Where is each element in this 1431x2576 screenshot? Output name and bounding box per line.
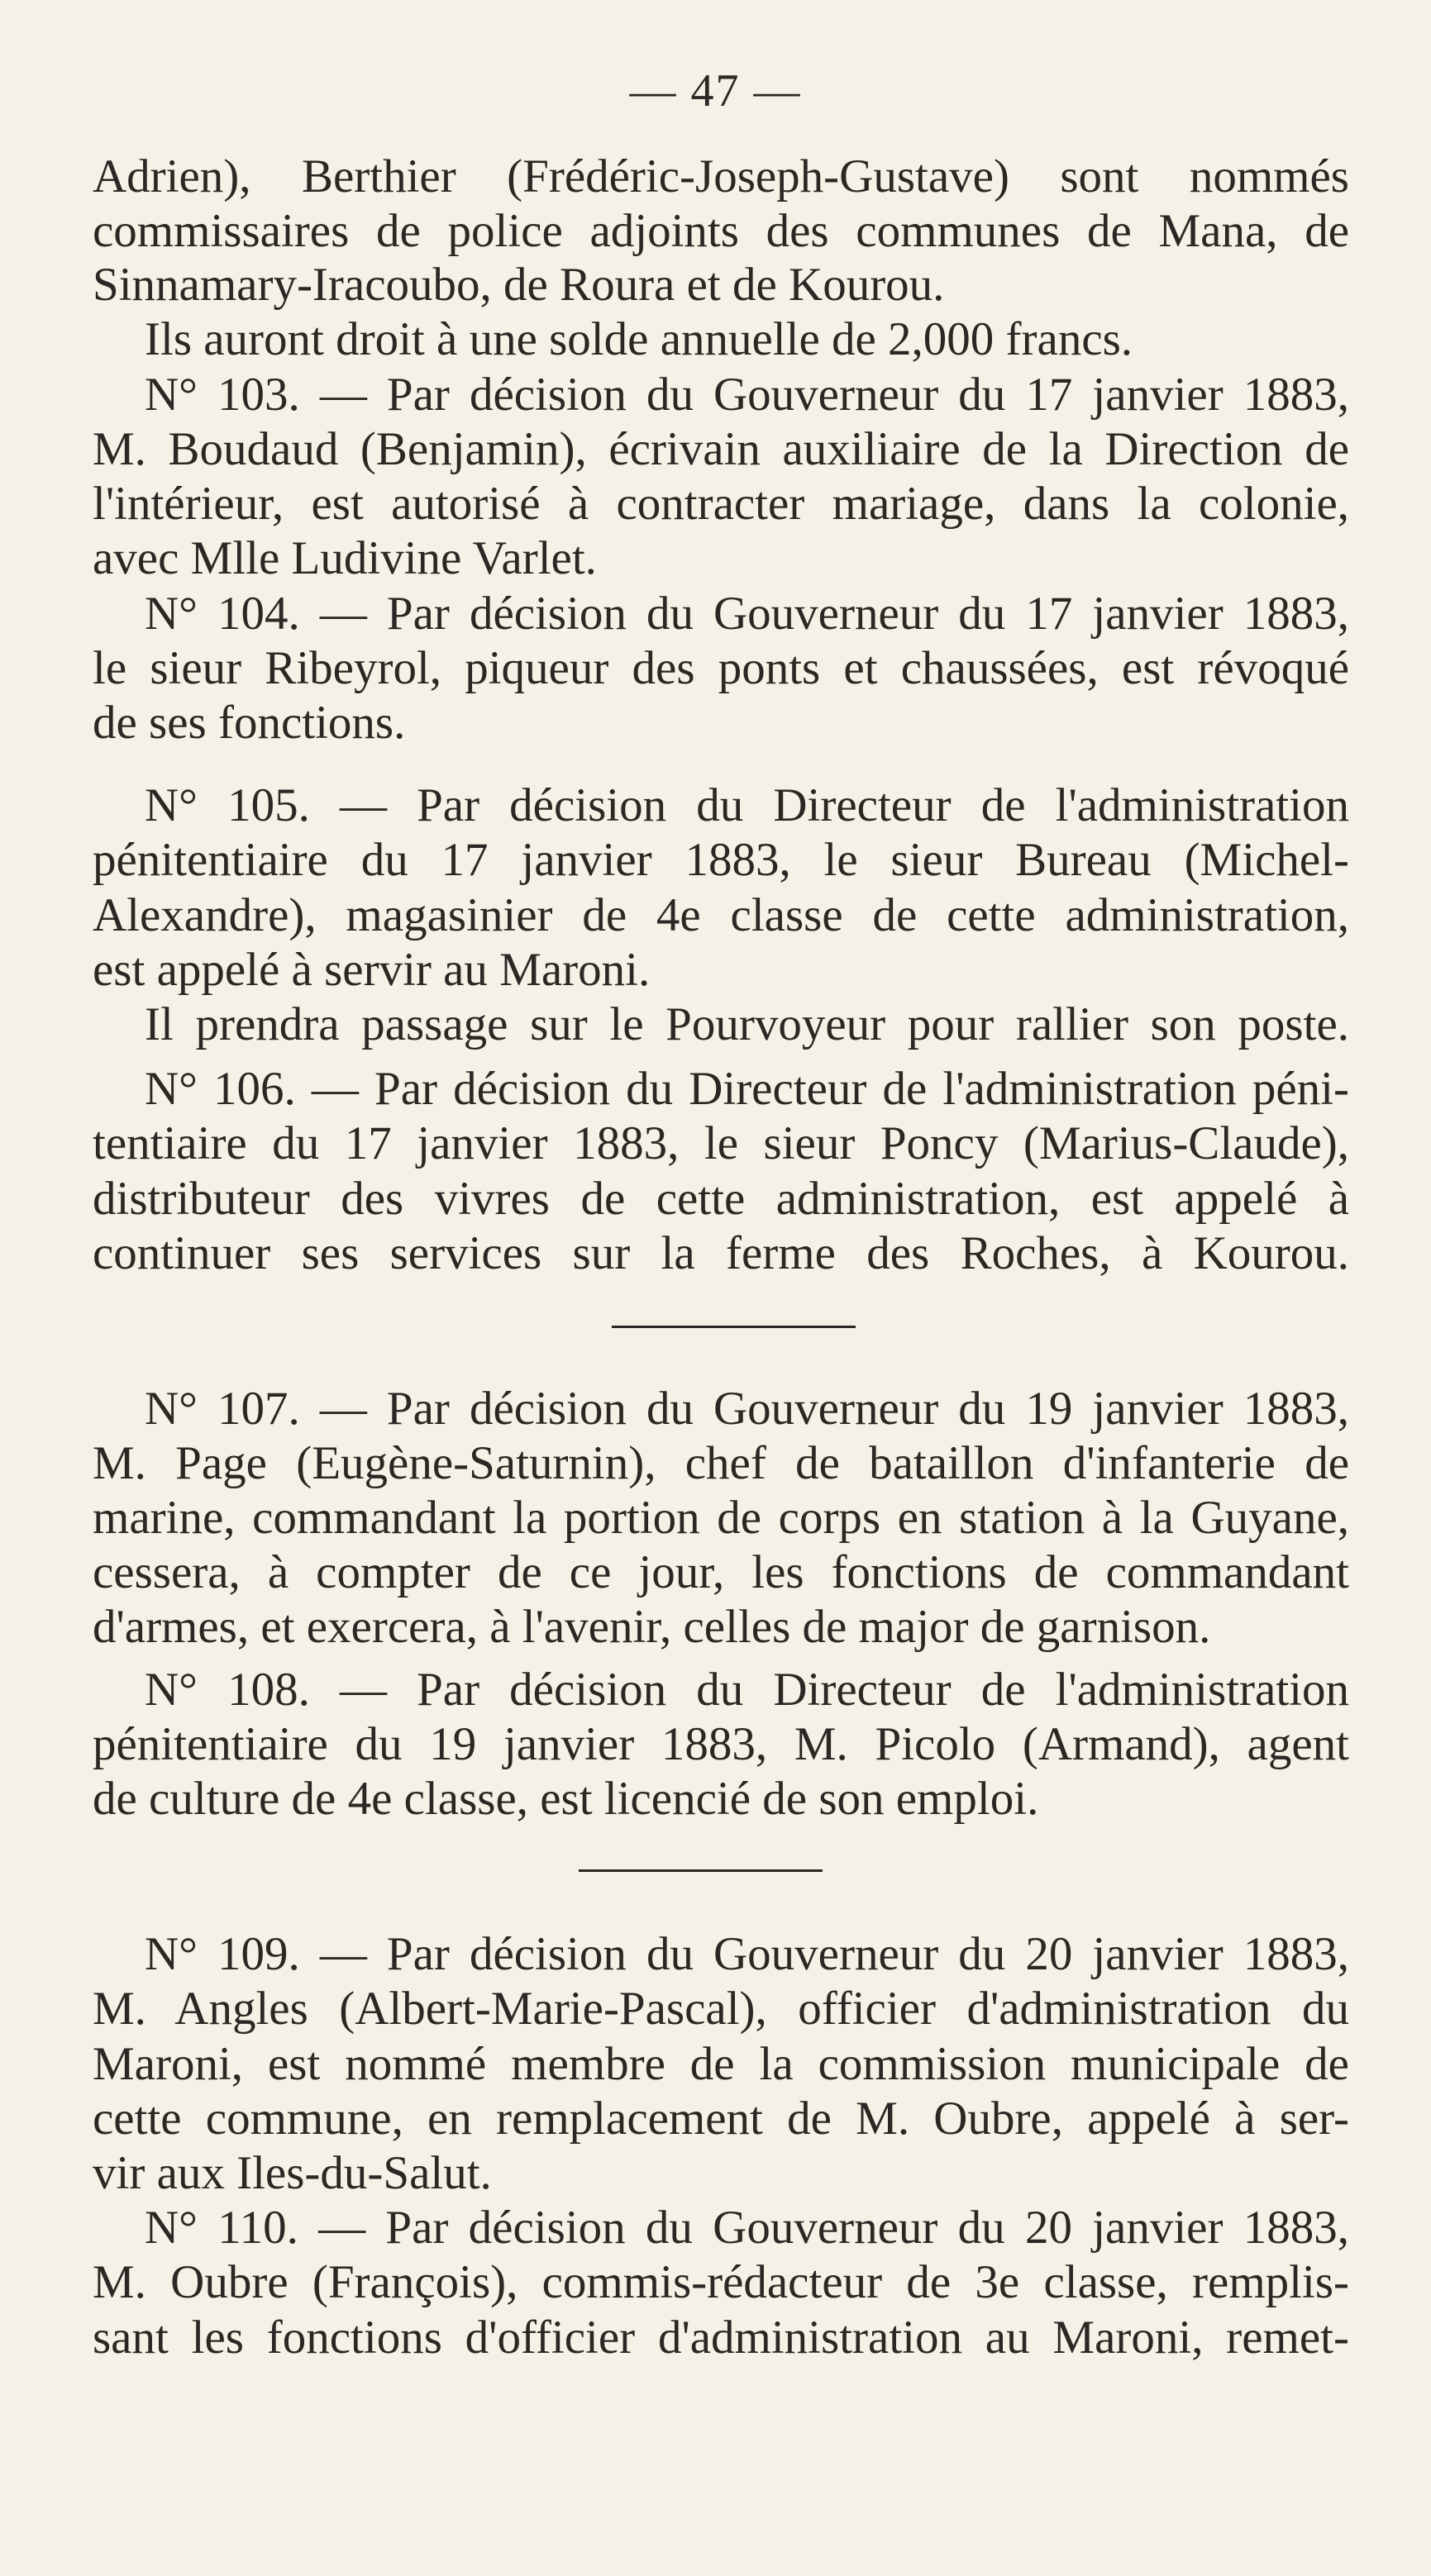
text-line: Maroni, est nommé membre de la commission municipale de: [93, 2038, 1349, 2090]
text-line: N° 108. — Par décision du Directeur de l'administration: [145, 1664, 1349, 1716]
text-line: Sinnamary-Iracoubo, de Roura et de Kourou.: [93, 259, 945, 311]
text-line: cessera, à compter de ce jour, les fonctions de commandant: [93, 1546, 1349, 1598]
text-line: Alexandre), magasinier de 4e classe de cette administration,: [93, 889, 1349, 941]
text-line: vir aux Iles-du-Salut.: [93, 2147, 492, 2199]
text-line: pénitentiaire du 19 janvier 1883, M. Picolo (Armand), agent: [93, 1718, 1349, 1770]
text-line: M. Oubre (François), commis-rédacteur de 3e classe, remplis-: [93, 2256, 1349, 2308]
text-line: N° 106. — Par décision du Directeur de l'administration péni-: [145, 1063, 1349, 1115]
text-line: distributeur des vivres de cette administration, est appelé à: [93, 1173, 1349, 1225]
section-divider: [579, 1869, 823, 1872]
text-line: Il prendra passage sur le Pourvoyeur pour rallier son poste.: [145, 998, 1349, 1050]
text-line: est appelé à servir au Maroni.: [93, 944, 651, 996]
text-line: Ils auront droit à une solde annuelle de 2,000 francs.: [145, 313, 1133, 365]
text-line: N° 109. — Par décision du Gouverneur du 20 janvier 1883,: [145, 1928, 1349, 1980]
text-line: N° 105. — Par décision du Directeur de l'administration: [145, 779, 1349, 831]
text-line: N° 104. — Par décision du Gouverneur du 17 janvier 1883,: [145, 588, 1349, 640]
text-line: pénitentiaire du 17 janvier 1883, le sieur Bureau (Michel-: [93, 834, 1349, 886]
text-line: tentiaire du 17 janvier 1883, le sieur Poncy (Marius-Claude),: [93, 1117, 1349, 1169]
text-line: N° 107. — Par décision du Gouverneur du 19 janvier 1883,: [145, 1383, 1349, 1435]
text-line: le sieur Ribeyrol, piqueur des ponts et chaussées, est révoqué: [93, 642, 1349, 694]
section-divider: [612, 1326, 856, 1328]
text-line: N° 103. — Par décision du Gouverneur du 17 janvier 1883,: [145, 369, 1349, 421]
text-line: de culture de 4e classe, est licencié de son emploi.: [93, 1773, 1039, 1825]
text-line: sant les fonctions d'officier d'administration au Maroni, remet-: [93, 2312, 1349, 2364]
text-line: commissaires de police adjoints des communes de Mana, de: [93, 205, 1349, 257]
text-line: d'armes, et exercera, à l'avenir, celles de major de garnison.: [93, 1601, 1211, 1653]
text-line: marine, commandant la portion de corps en station à la Guyane,: [93, 1492, 1349, 1544]
text-line: Adrien), Berthier (Frédéric-Joseph-Gustave) sont nommés: [93, 150, 1349, 202]
text-line: M. Boudaud (Benjamin), écrivain auxiliaire de la Direction de: [93, 423, 1349, 475]
page-number: — 47 —: [629, 65, 802, 117]
text-line: N° 110. — Par décision du Gouverneur du 20 janvier 1883,: [145, 2202, 1349, 2254]
text-line: l'intérieur, est autorisé à contracter mariage, dans la colonie,: [93, 478, 1349, 530]
text-line: M. Angles (Albert-Marie-Pascal), officier d'administration du: [93, 1983, 1349, 2035]
text-line: M. Page (Eugène-Saturnin), chef de bataillon d'infanterie de: [93, 1437, 1349, 1489]
text-line: continuer ses services sur la ferme des Roches, à Kourou.: [93, 1227, 1349, 1279]
text-line: cette commune, en remplacement de M. Oubre, appelé à ser-: [93, 2093, 1349, 2145]
text-line: avec Mlle Ludivine Varlet.: [93, 532, 597, 584]
text-line: de ses fonctions.: [93, 697, 406, 749]
